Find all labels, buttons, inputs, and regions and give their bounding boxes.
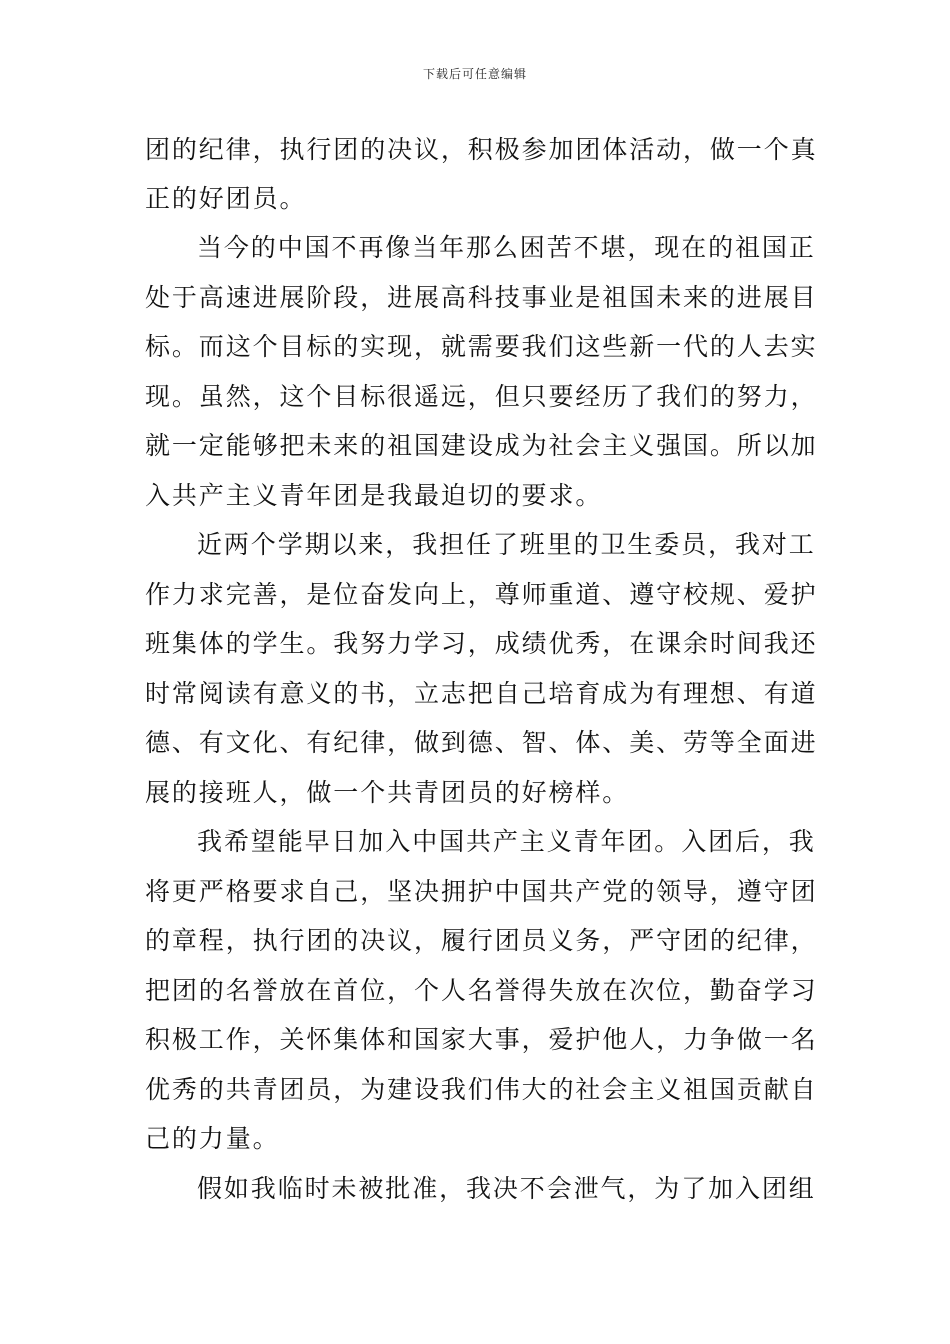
text-line: 时常阅读有意义的书，立志把自己培育成为有理想、有道 <box>145 679 818 708</box>
text-line: 正的好团员。 <box>145 184 307 213</box>
text-line: 就一定能够把未来的祖国建设成为社会主义强国。所以加 <box>145 431 818 460</box>
text-line: 德、有文化、有纪律，做到德、智、体、美、劳等全面进 <box>145 728 818 757</box>
paragraph-first-line: 近两个学期以来，我担任了班里的卫生委员，我对工 <box>197 530 816 559</box>
text-line: 将更严格要求自己，坚决拥护中国共产党的领导，遵守团 <box>145 877 818 906</box>
text-line: 优秀的共青团员，为建设我们伟大的社会主义祖国贡献自 <box>145 1075 818 1104</box>
text-line: 的章程，执行团的决议，履行团员义务，严守团的纪律， <box>145 926 818 955</box>
text-line: 现。虽然，这个目标很遥远，但只要经历了我们的努力， <box>145 382 818 411</box>
page-header: 下载后可任意编辑 <box>422 67 527 81</box>
text-line: 作力求完善，是位奋发向上，尊师重道、遵守校规、爱护 <box>145 580 818 609</box>
paragraph-first-line: 当今的中国不再像当年那么困苦不堪，现在的祖国正 <box>197 233 816 262</box>
paragraph-first-line: 假如我临时未被批准，我决不会泄气，为了加入团组 <box>197 1174 816 1203</box>
text-line: 团的纪律，执行团的决议，积极参加团体活动，做一个真 <box>145 135 818 164</box>
text-line: 处于高速进展阶段，进展高科技事业是祖国未来的进展目 <box>145 283 818 312</box>
text-line: 入共产主义青年团是我最迫切的要求。 <box>145 481 603 510</box>
text-line: 班集体的学生。我努力学习，成绩优秀，在课余时间我还 <box>145 629 818 658</box>
text-line: 标。而这个目标的实现，就需要我们这些新一代的人去实 <box>145 332 818 361</box>
text-line: 积极工作，关怀集体和国家大事，爱护他人，力争做一名 <box>145 1025 818 1054</box>
text-line: 展的接班人，做一个共青团员的好榜样。 <box>145 778 630 807</box>
paragraph-first-line: 我希望能早日加入中国共产主义青年团。入团后，我 <box>197 827 816 856</box>
text-line: 己的力量。 <box>145 1124 280 1153</box>
text-line: 把团的名誉放在首位，个人名誉得失放在次位，勤奋学习 <box>145 976 818 1005</box>
